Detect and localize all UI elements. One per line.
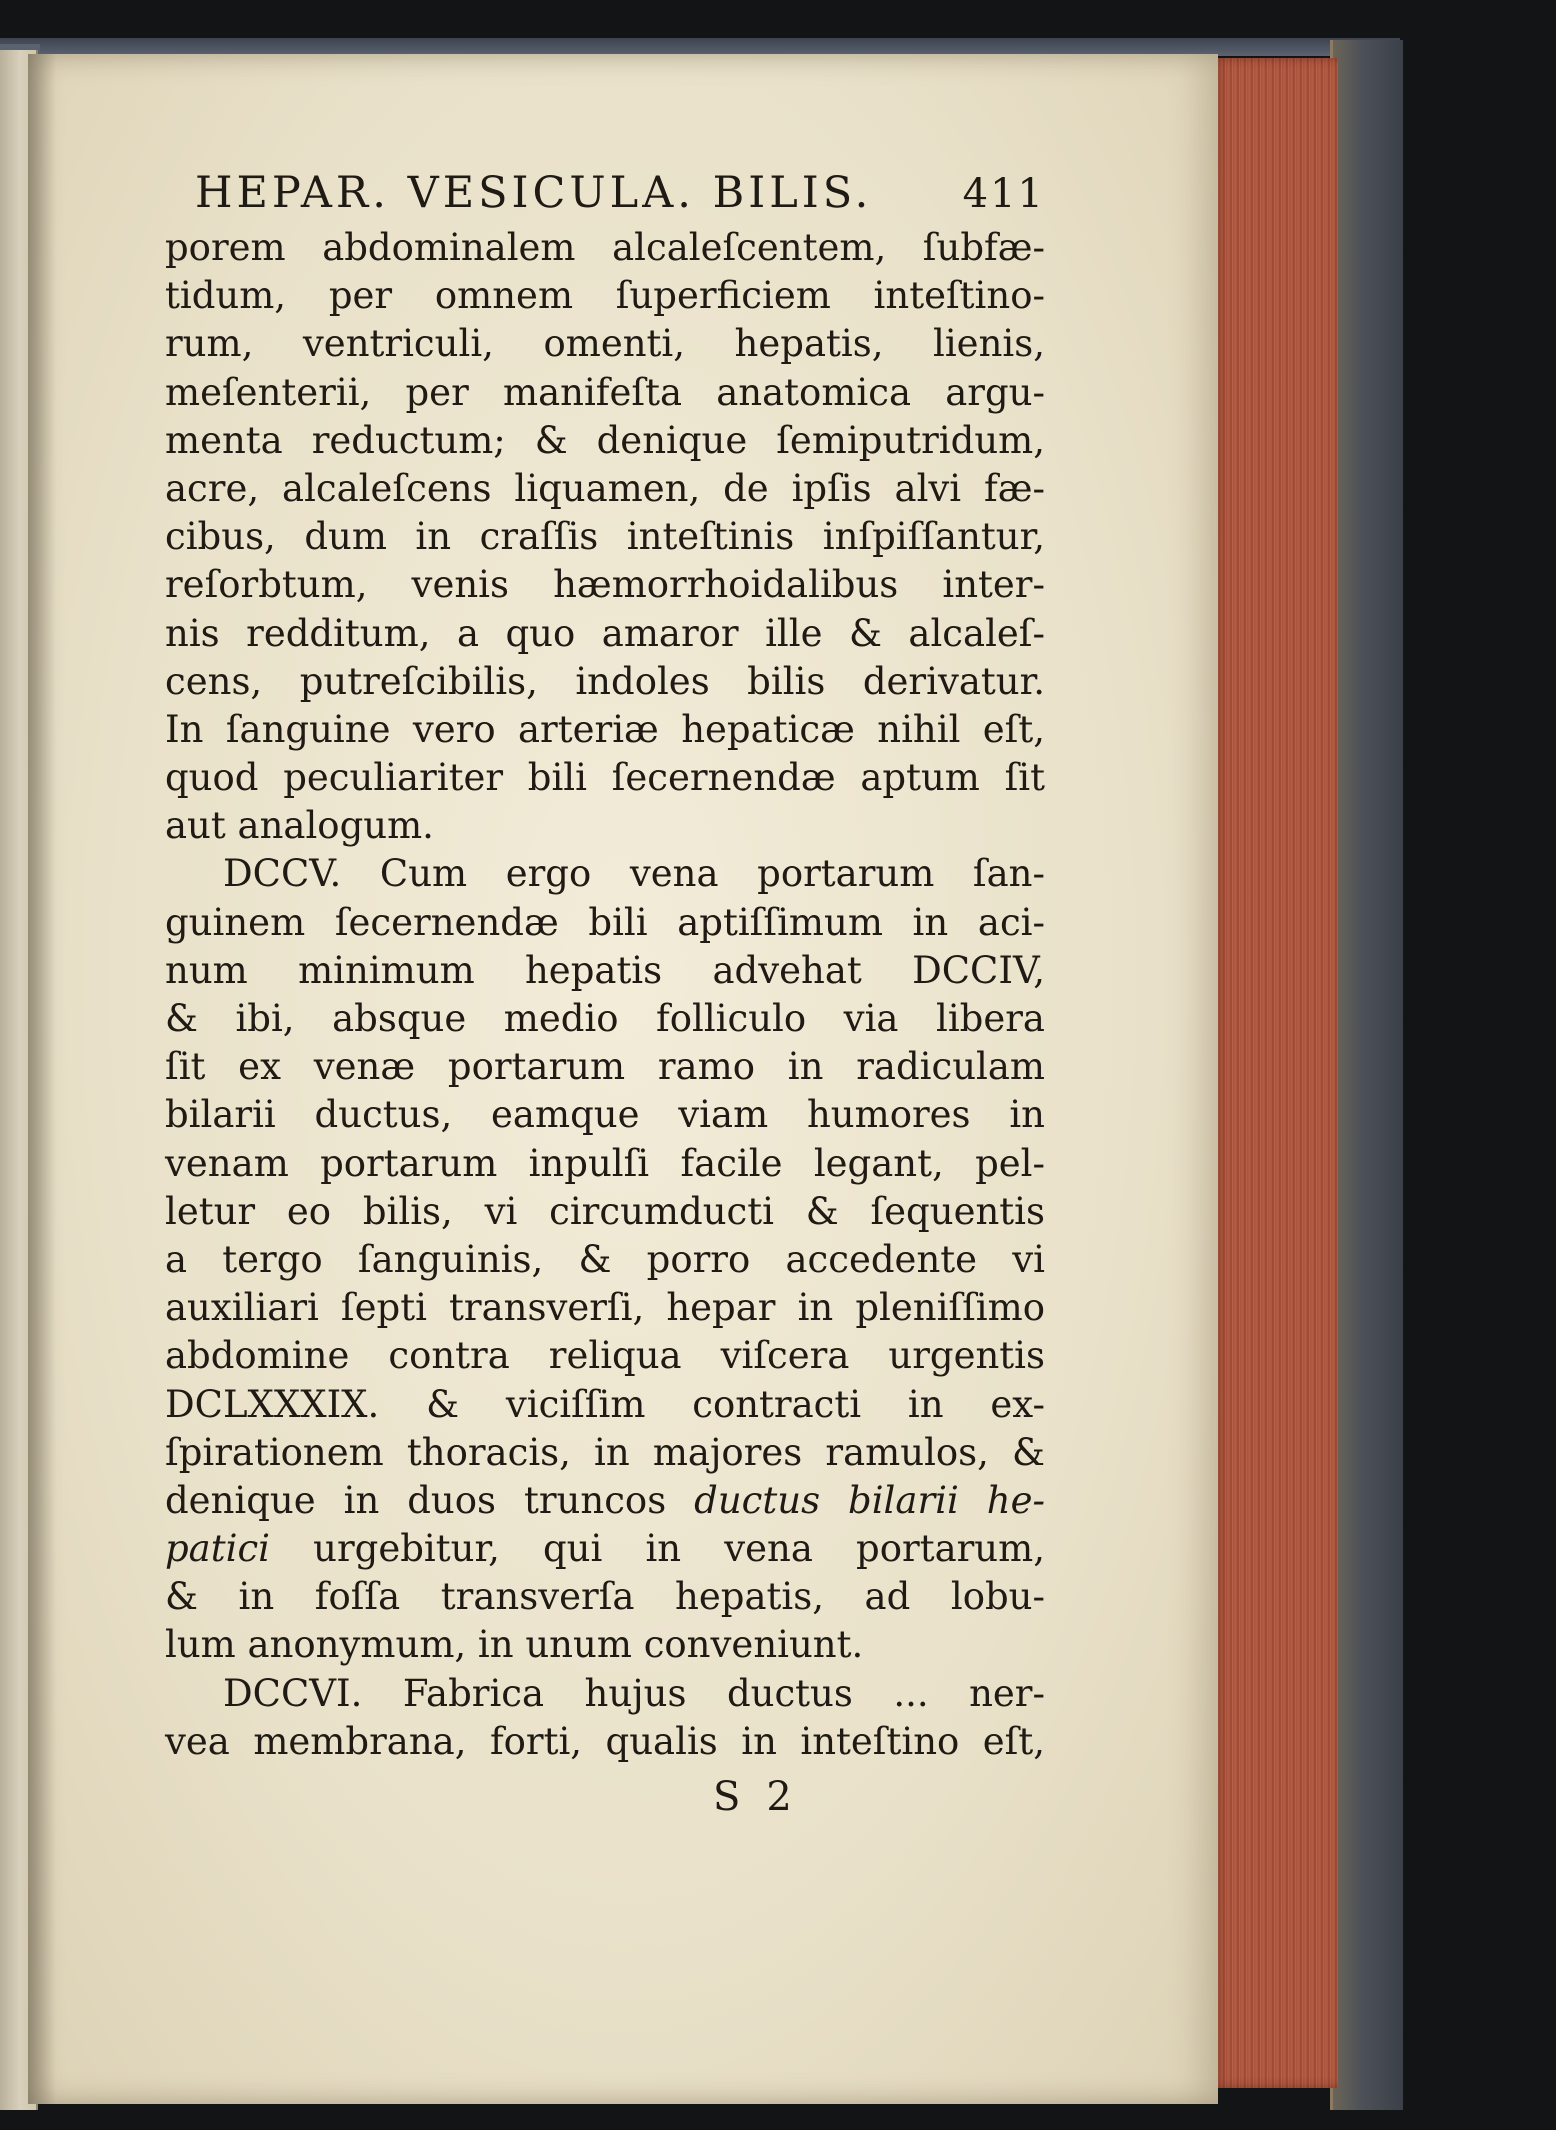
text-line: cibus, dum in craſſis inteſtinis inſpiſſantur,	[165, 515, 1045, 559]
body-text	[165, 224, 1045, 1766]
page-gutter-shadow	[28, 54, 56, 2104]
signature-number: 2	[766, 1774, 818, 1820]
red-fore-edge	[1212, 58, 1338, 2088]
text-line: abdomine contra reliqua viſcera urgentis	[165, 1334, 1045, 1378]
italic-term: patici	[165, 1527, 271, 1571]
text-line: DCCVI. Fabrica hujus ductus ... ner-	[223, 1671, 1045, 1715]
text-line	[165, 1525, 1045, 1573]
text-line: ſit ex venæ portarum ramo in radiculam	[165, 1045, 1045, 1089]
signature-mark	[165, 1774, 1045, 1826]
text-line: In ſanguine vero arteriæ hepaticæ nihil eſt,	[165, 707, 1045, 751]
running-head-title: HEPAR. VESICULA. BILIS.	[195, 168, 873, 218]
signature-letter: S	[713, 1774, 767, 1820]
text-line: meſenterii, per manifeſta anatomica argu-	[165, 370, 1045, 414]
text-line: ſpirationem thoracis, in majores ramulos, &	[165, 1430, 1045, 1474]
text-line: lum anonymum, in unum conveniunt.	[165, 1623, 864, 1667]
text-line: rum, ventriculi, omenti, hepatis, lienis,	[165, 322, 1045, 366]
page-text-block	[165, 168, 1045, 1826]
text-line: DCLXXXIX. & viciſſim contracti in ex-	[165, 1382, 1045, 1426]
text-line: vea membrana, forti, qualis in inteſtino eſt,	[165, 1719, 1045, 1763]
text-line: DCCV. Cum ergo vena portarum ſan-	[223, 852, 1045, 896]
text-line: letur eo bilis, vi circumducti & ſequentis	[165, 1189, 1045, 1233]
text-line-segment: urgebitur, qui in vena portarum,	[270, 1527, 1045, 1571]
text-line: cens, putreſcibilis, indoles bilis derivatur.	[165, 659, 1045, 703]
text-line-segment: denique in duos truncos	[165, 1478, 695, 1522]
text-line: a tergo ſanguinis, & porro accedente vi	[165, 1237, 1045, 1281]
page-number: 411	[962, 171, 1045, 217]
text-line: auxiliari ſepti transverſi, hepar in pleniſſimo	[165, 1286, 1045, 1330]
text-line: tidum, per omnem ſuperficiem inteſtino-	[165, 274, 1045, 318]
text-line: guinem ſecernendæ bili aptiſſimum in aci-	[165, 900, 1045, 944]
italic-term: ductus bilarii he-	[694, 1478, 1045, 1522]
text-line: acre, alcaleſcens liquamen, de ipſis alvi fæ-	[165, 466, 1045, 510]
text-line: aut analogum.	[165, 804, 434, 848]
running-head	[195, 168, 1045, 224]
text-line: porem abdominalem alcaleſcentem, ſubfæ-	[165, 226, 1045, 269]
text-line: num minimum hepatis advehat DCCIV,	[165, 948, 1045, 992]
text-line: quod peculiariter bili ſecernendæ aptum ſit	[165, 756, 1045, 800]
text-line: & ibi, absque medio folliculo via libera	[165, 997, 1045, 1040]
text-line: nis redditum, a quo amaror ille & alcaleſ-	[165, 611, 1045, 655]
back-cover-edge	[1330, 40, 1403, 2110]
text-line: menta reductum; & denique ſemiputridum,	[165, 418, 1045, 462]
text-line: venam portarum inpulſi facile legant, pel-	[165, 1141, 1045, 1185]
text-line: & in foſſa transverſa hepatis, ad lobu-	[165, 1575, 1045, 1619]
text-line: reſorbtum, venis hæmorrhoidalibus inter-	[165, 563, 1045, 607]
text-line	[165, 1477, 1045, 1525]
text-line: bilarii ductus, eamque viam humores in	[165, 1093, 1045, 1137]
